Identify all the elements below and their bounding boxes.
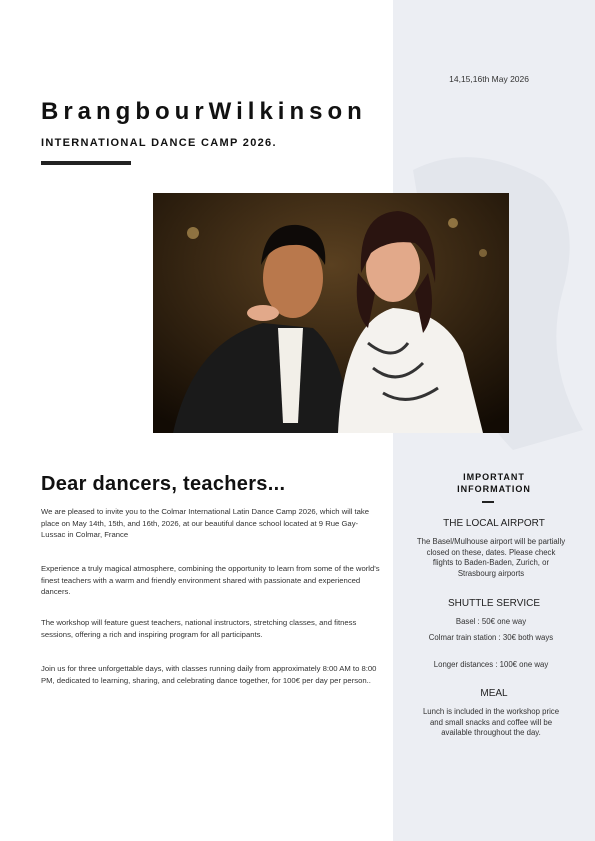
shuttle-colmar: Colmar train station : 30€ both ways [428, 633, 554, 642]
shuttle-longer: Longer distances : 100€ one way [433, 660, 549, 669]
title-underline-bar [41, 161, 131, 165]
schedule-paragraph: Join us for three unforgettable days, with classes running daily from approximately 8:00 AM to 8:00 PM, dedicated to learning, sharing, and celebrating dance together, for 100€ per day per person.. [41, 664, 377, 685]
info-heading-line1: IMPORTANT [463, 472, 525, 482]
shuttle-basel: Basel : 50€ one way [455, 617, 527, 626]
airport-text: The Basel/Mulhouse airport will be partially closed on these, dates. Please check flights to Baden-Baden, Zurich, or Strasbourg airports [416, 537, 566, 578]
event-date: 14,15,16th May 2026 [449, 74, 529, 84]
intro-paragraph: We are pleased to invite you to the Colmar International Latin Dance Camp 2026, which will take place on May 14th, 15th, and 16th, 2026, at our beautiful dance school located at 9 Rue Gay-Lussac in Colmar, France [41, 507, 370, 539]
atmosphere-paragraph: Experience a truly magical atmosphere, combining the opportunity to learn from some of the world's finest teachers with a warm and friendly environment shared with passionate and experienced dancers. [41, 564, 380, 596]
info-heading-dash [482, 501, 494, 503]
shuttle-title: SHUTTLE SERVICE [447, 598, 541, 609]
info-heading-line2: INFORMATION [457, 484, 531, 494]
photo-illustration [153, 193, 509, 433]
workshop-paragraph: The workshop will feature guest teachers, national instructors, stretching classes, and fitness sessions, offering a rich and inspiring program for all participants. [41, 618, 357, 639]
airport-title: THE LOCAL AIRPORT [443, 518, 545, 529]
info-heading [393, 471, 595, 495]
letter-greeting: Dear dancers, teachers... [41, 473, 286, 495]
camp-subtitle: INTERNATIONAL DANCE CAMP 2026. [41, 137, 277, 149]
meal-text: Lunch is included in the workshop price and small snacks and coffee will be available throughout the day. [422, 707, 560, 737]
meal-title: MEAL [480, 688, 508, 699]
couple-photo [153, 193, 509, 433]
brand-title: BrangbourWilkinson [41, 98, 367, 125]
